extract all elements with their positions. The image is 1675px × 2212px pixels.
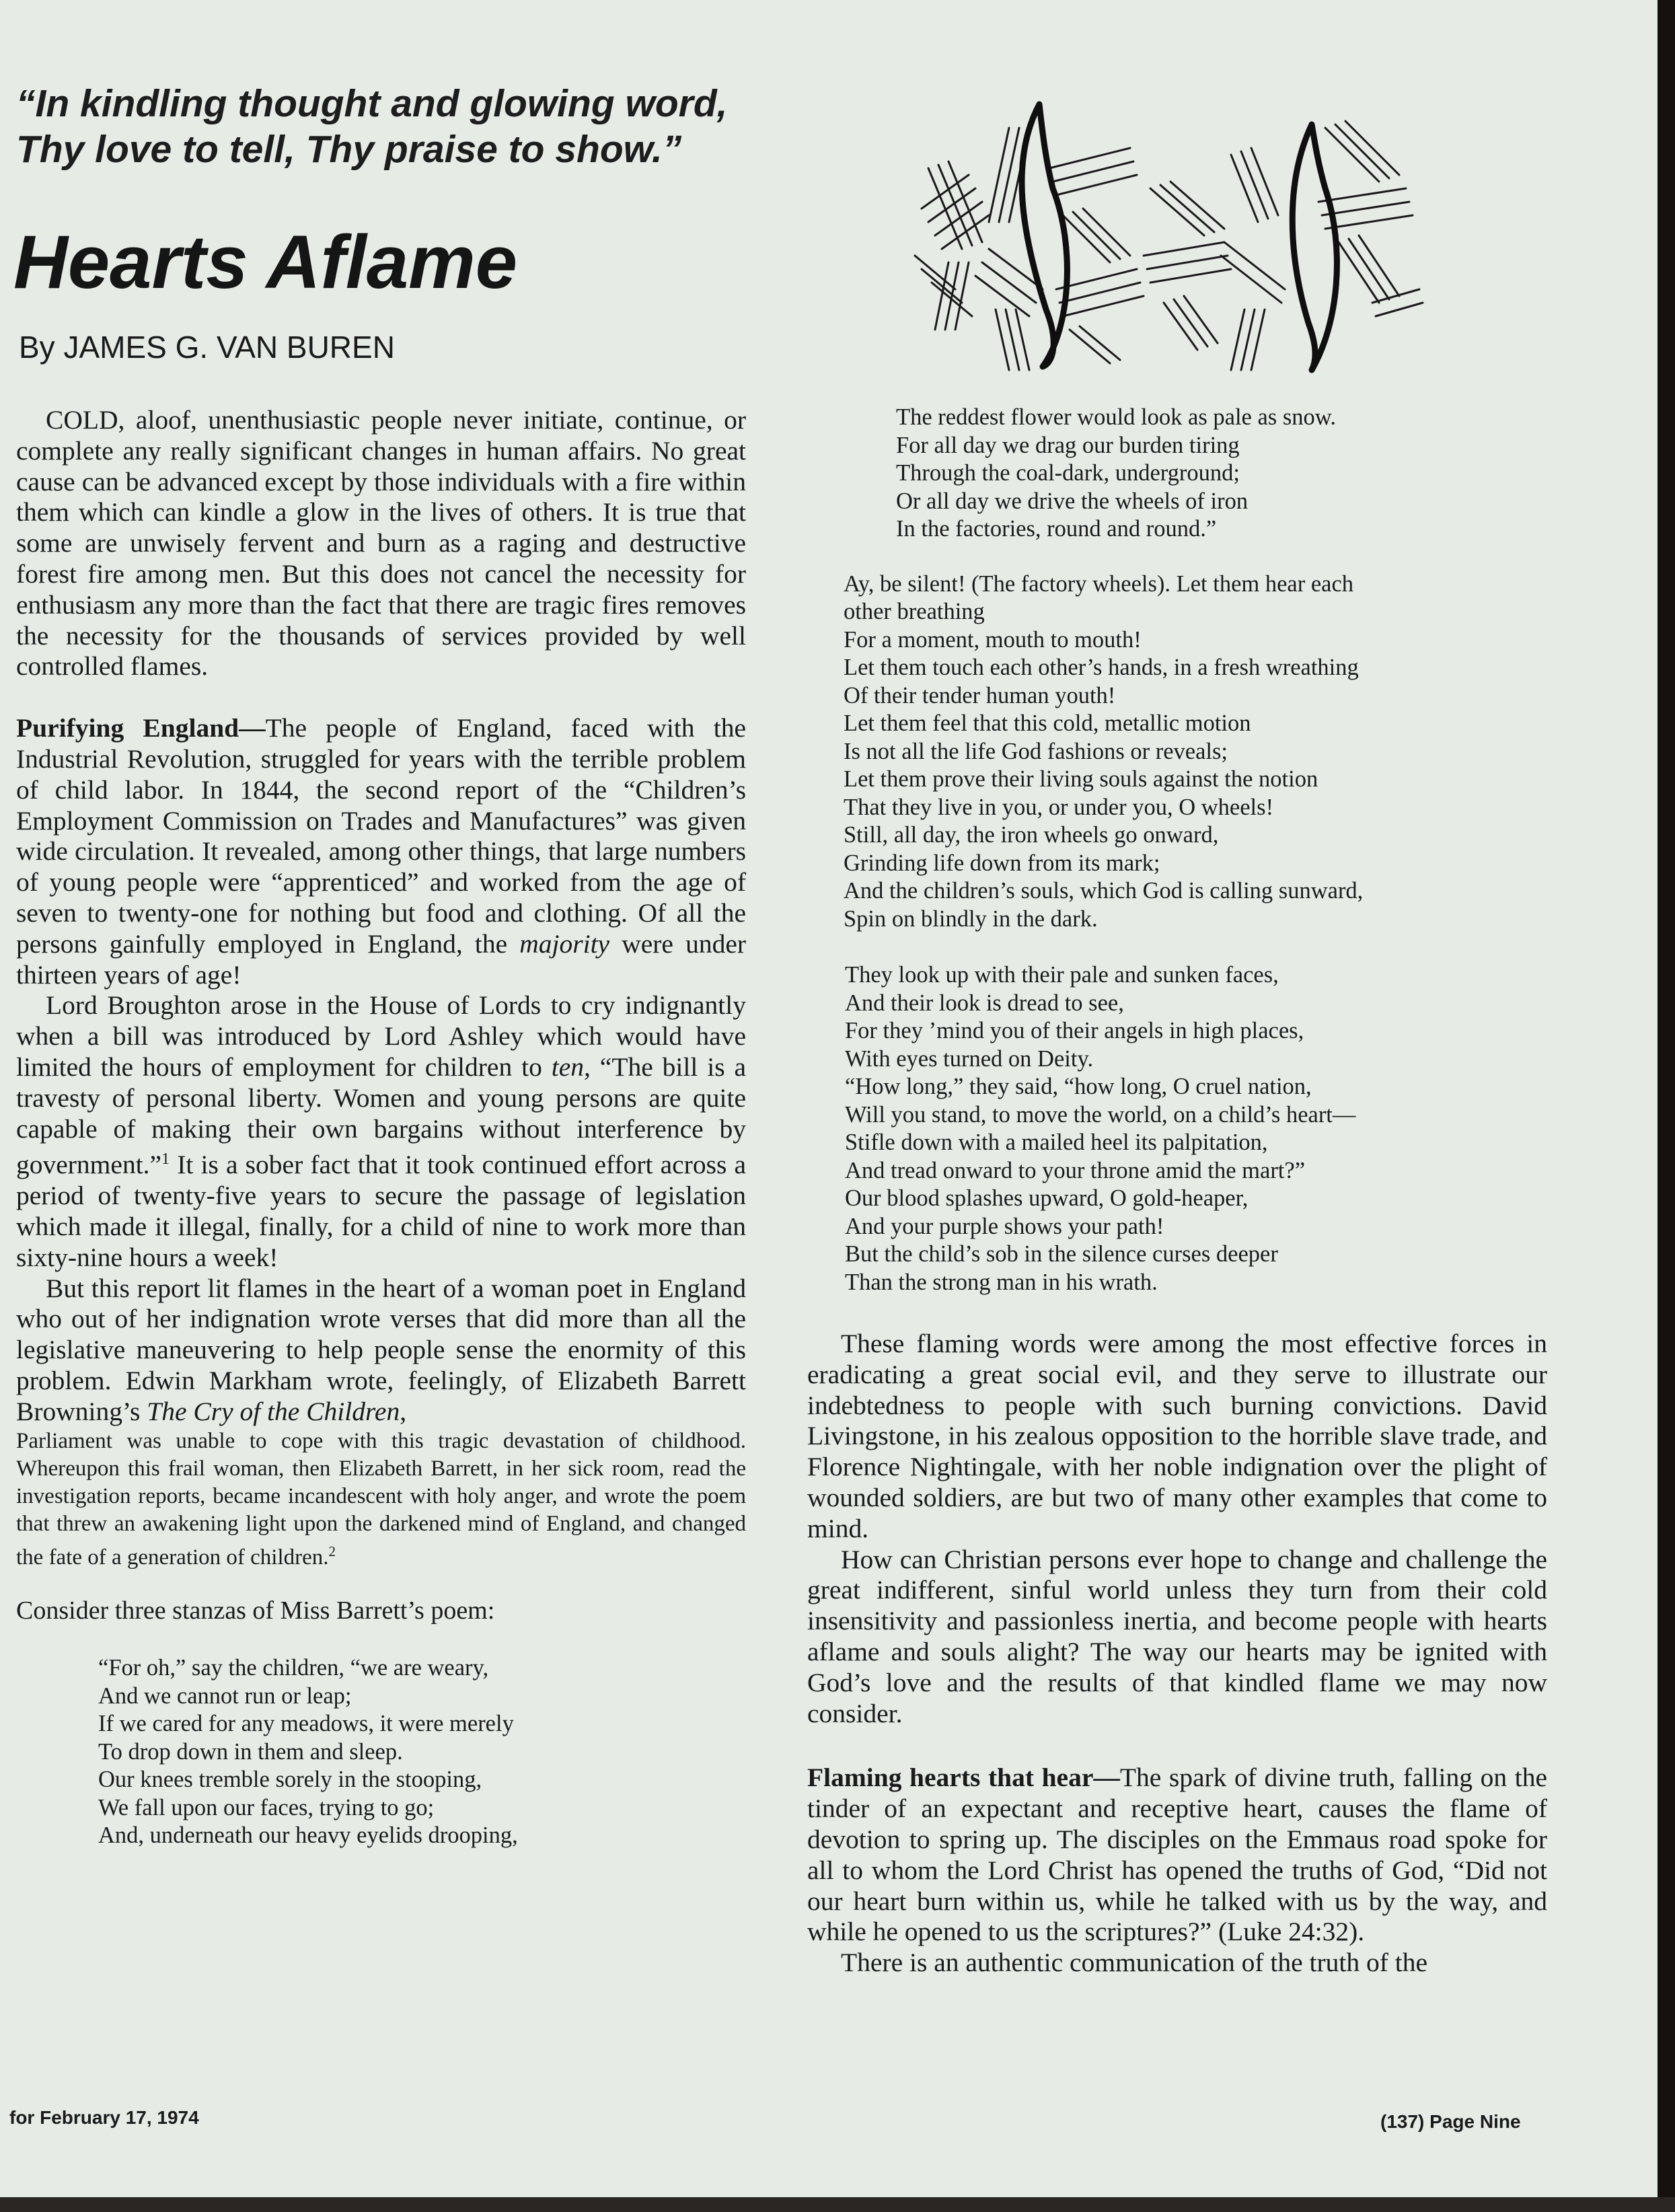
paragraph-report: But this report lit flames in the heart of a woman poet in England who out of her indignation wrote verses that did more than all the legislative maneuvering to help people sense the enormity of this problem. Edwin Markham wrote, feelingly, of Elizabeth Barrett Browning’s The Cry of the Children, xyxy=(16,1273,746,1426)
footnote-marker: 1 xyxy=(161,1150,170,1169)
footer-page-number: (137) Page Nine xyxy=(1380,2111,1521,2132)
flame-illustration xyxy=(908,87,1433,383)
poem-line: But the child’s sob in the silence curses deeper xyxy=(845,1241,1278,1267)
left-column xyxy=(16,405,746,1850)
poem-line: For they ’mind you of their angels in high places, xyxy=(845,1018,1304,1043)
poem-line: Spin on blindly in the dark. xyxy=(844,906,1098,932)
poem-line: For a moment, mouth to mouth! xyxy=(844,626,1142,653)
poem-line: That they live in you, or under you, O wheels! xyxy=(844,794,1274,820)
poem-line: Is not all the life God fashions or reveals; xyxy=(844,738,1228,764)
poem-line: And tread onward to your throne amid the mart?” xyxy=(845,1157,1306,1183)
poem-line: And the children’s souls, which God is calling sunward, xyxy=(844,878,1364,904)
consider-line: Consider three stanzas of Miss Barrett’s poem: xyxy=(16,1596,495,1625)
poem-line: In the factories, round and round.” xyxy=(896,516,1217,542)
poem-line: For all day we drag our burden tiring xyxy=(896,432,1240,458)
poem-stanza-1 xyxy=(16,1654,746,1850)
poem-line: Of their tender human youth! xyxy=(844,682,1116,708)
paragraph-last-line: There is an authentic communication of the truth of the xyxy=(841,1948,1428,1978)
poem-line: other breathing xyxy=(844,599,985,624)
poem-line: Or all day we drive the wheels of iron xyxy=(896,488,1249,514)
section-flaming-hearts: Flaming hearts that hear—The spark of divine truth, falling on the tinder of an expectant and receptive heart, causes the flame of devotion to spring up. The disciples on the Emmaus road spoke for all to whom the Lord Christ has opened the truths of God, “Did not our heart burn within us, while he talked with us by the way, and while he opened to us the scriptures?” (Luke 24:32). xyxy=(807,1763,1547,1947)
poem-line: Than the strong man in his wrath. xyxy=(845,1269,1158,1295)
poem-line: To drop down in them and sleep. xyxy=(98,1738,403,1765)
poem-stanza-1-continued xyxy=(807,404,1547,544)
intro-paragraph: COLD, aloof, unenthusiastic people never initiate, continue, or complete any really significant changes in human affairs. No great cause can be advanced except by those individuals with a fire within them which can kindle a glow in the lives of others. It is true that some are unwisely fervent and burn as a raging and destructive forest fire among men. But this does not cancel the necessity for enthusiasm any more than the fact that there are tragic fires removes the necessity for the thousands of services provided by well controlled flames. xyxy=(16,405,746,681)
paragraph-lord-broughton: Lord Broughton arose in the House of Lords to cry indignantly when a bill was introduced by Lord Ashley which would have limited the hours of employment for children to ten, “The bill is a travesty of personal liberty. Women and young persons are quite capable of making their own bargains without interference by government.”$^1$ It is a sober fact that it took continued effort across a period of twenty-five years to secure the passage of legislation which made it illegal, finally, for a child of nine to work more than sixty-nine hours a week! xyxy=(16,990,747,1272)
section-heading: Flaming hearts that hear— xyxy=(807,1763,1120,1793)
poem-line: Let them touch each other’s hands, in a fresh wreathing xyxy=(844,655,1359,680)
poem-stanza-3 xyxy=(807,961,1547,1296)
paragraph-flaming-words: These flaming words were among the most effective forces in eradicating a great social evil, and they serve to illustrate our indebtedness to people with such burning convictions. David Livingstone, in his zealous opposition to the horrible slave trade, and Florence Nightingale, with her noble indignation over the plight of wounded soldiers, are but two of many other examples that come to mind. xyxy=(807,1329,1547,1543)
poem-line: Stifle down with a mailed heel its palpitation, xyxy=(845,1130,1268,1155)
poem-line: Our blood splashes upward, O gold-heaper, xyxy=(845,1185,1249,1211)
footer-date: for February 17, 1974 xyxy=(9,2107,199,2128)
epigraph xyxy=(16,81,857,172)
epigraph-line-2: Thy love to tell, Thy praise to show.” xyxy=(16,128,682,171)
poem-line: Grinding life down from its mark; xyxy=(844,850,1160,876)
section-heading: Purifying England— xyxy=(16,713,266,743)
poem-line: “How long,” they said, “how long, O cruel nation, xyxy=(845,1074,1312,1099)
poem-line: Our knees tremble sorely in the stooping, xyxy=(98,1767,482,1793)
poem-line: “For oh,” say the children, “we are weary, xyxy=(98,1655,489,1681)
poem-line: And your purple shows your path! xyxy=(845,1213,1164,1239)
block-quote: Parliament was unable to cope with this tragic devastation of childhood. Whereupon this frail woman, then Elizabeth Barrett, in her sick room, read the investigation reports, became incandescent with holy anger, and wrote the poem that threw an awakening light upon the darkened mind of England, and changed the fate of a generation of children.$^2$ xyxy=(16,1428,746,1570)
poem-line: Still, all day, the iron wheels go onward, xyxy=(844,822,1219,848)
poem-line: Let them prove their living souls against the notion xyxy=(844,766,1318,792)
poem-line: Will you stand, to move the world, on a child’s heart— xyxy=(845,1101,1356,1128)
byline: By JAMES G. VAN BUREN xyxy=(19,330,395,365)
article-title: Hearts Aflame xyxy=(13,220,518,304)
poem-line: Ay, be silent! (The factory wheels). Let them hear each xyxy=(844,570,1354,597)
page-edge-right xyxy=(1658,0,1675,2212)
poem-line: If we cared for any meadows, it were merely xyxy=(98,1711,514,1737)
poem-line: We fall upon our faces, trying to go; xyxy=(98,1794,435,1820)
right-column xyxy=(807,404,1547,1979)
section-purifying-england: Purifying England—The people of England, faced with the Industrial Revolution, struggled for years with the terrible problem of child labor. In 1844, the second report of the “Children’s Employment Commission on Trades and Manufactures” was given wide circulation. It revealed, among other things, that large numbers of young people were “apprenticed” and worked from the age of seven to twenty-one for nothing but food and clothing. Of all the persons gainfully employed in England, the majority were under thirteen years of age! xyxy=(16,713,746,990)
poem-line: And, underneath our heavy eyelids drooping, xyxy=(98,1822,518,1849)
page-edge-bottom xyxy=(0,2197,1675,2212)
poem-stanza-2 xyxy=(807,570,1547,934)
paragraph-how-can: How can Christian persons ever hope to change and challenge the great indifferent, sinful world unless they turn from their cold insensitivity and passionless inertia, and become people with hearts aflame and souls alight? The way our hearts may be ignited with God’s love and the results of that kindled flame we may now consider. xyxy=(807,1544,1547,1728)
poem-line: They look up with their pale and sunken faces, xyxy=(845,962,1279,988)
poem-line: And their look is dread to see, xyxy=(845,990,1124,1016)
poem-line: Through the coal-dark, underground; xyxy=(896,460,1240,486)
epigraph-line-1: “In kindling thought and glowing word, xyxy=(16,82,728,125)
poem-line: With eyes turned on Deity. xyxy=(845,1045,1094,1072)
poem-line: And we cannot run or leap; xyxy=(98,1683,352,1709)
poem-line: The reddest flower would look as pale as snow. xyxy=(896,404,1337,430)
footnote-marker: 2 xyxy=(328,1543,336,1559)
poem-line: Let them feel that this cold, metallic motion xyxy=(844,710,1251,736)
